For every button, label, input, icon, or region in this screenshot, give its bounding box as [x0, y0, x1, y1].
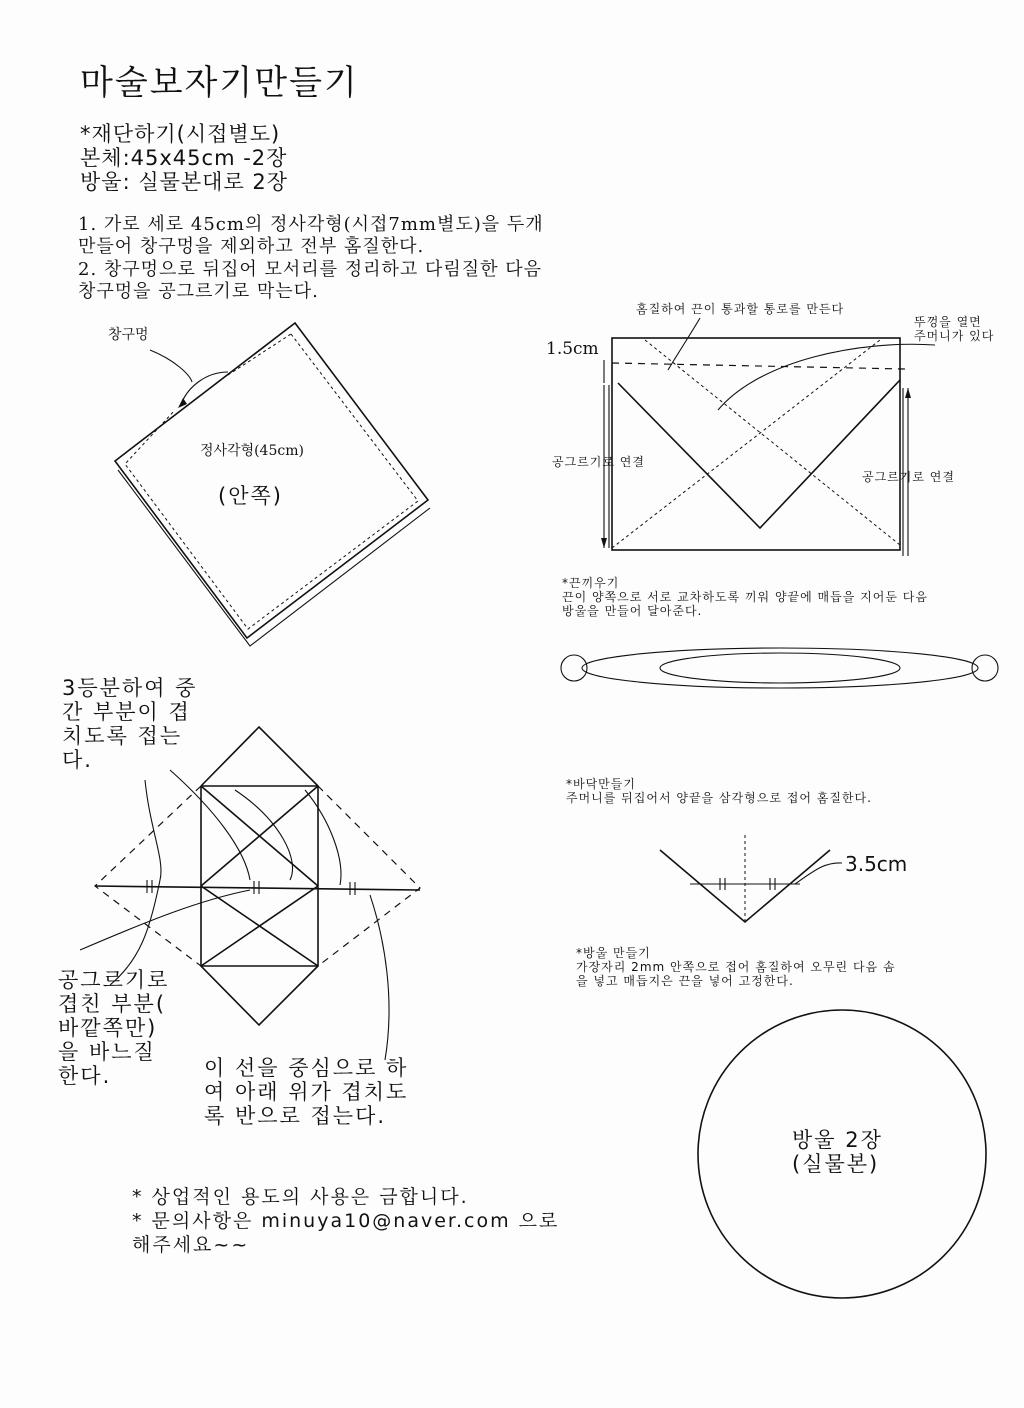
- cutting-body-line: 본체:45x45cm -2장: [80, 146, 288, 170]
- blind-stitch-line2: 겹친 부분(: [58, 992, 167, 1016]
- center-text-line3: 록 반으로 접는다.: [204, 1104, 387, 1128]
- pouch-top-note: 홈질하여 끈이 통과할 통로를 만든다: [636, 302, 845, 316]
- bottom-note-line1: 주머니를 뒤집어서 양끝을 삼각형으로 접어 홈질한다.: [566, 791, 872, 805]
- blind-stitch-line5: 한다.: [58, 1064, 112, 1088]
- string-note-line1: 끈이 양쪽으로 서로 교차하도록 끼워 양끝에 매듭을 지어둔 다음: [562, 590, 928, 604]
- string-diagram: [561, 648, 998, 688]
- pouch-left-label: 공그르기로 연결: [552, 455, 645, 469]
- string-note-line2: 방울을 만들어 달아준다.: [562, 604, 703, 618]
- fold-text-line1: 3등분하여 중: [62, 676, 198, 700]
- fold-text-line2: 간 부분이 겹: [62, 700, 191, 724]
- bell-note-line1: 가장자리 2mm 안쪽으로 접어 홈질하여 오무린 다음 솜: [576, 960, 896, 974]
- step-line-2: 만들어 창구멍을 제외하고 전부 홈질한다.: [78, 236, 425, 257]
- footer-line1: * 상업적인 용도의 사용은 금합니다.: [132, 1186, 469, 1208]
- footer-line2: * 문의사항은 minuya10@naver.com 으로: [132, 1210, 560, 1232]
- page-title: 마술보자기만들기: [80, 63, 359, 103]
- opening-pointer: [150, 350, 192, 382]
- opening-label: 창구멍: [108, 327, 149, 343]
- pouch-diagram: [601, 318, 935, 556]
- blind-stitch-line4: 을 바느질: [58, 1040, 156, 1064]
- blind-stitch-line1: 공그르기로: [58, 968, 170, 992]
- bell-note-heading: *방울 만들기: [576, 946, 651, 960]
- bell-note-line2: 을 넣고 매듭지은 끈을 넣어 고정한다.: [576, 974, 794, 988]
- center-text-line1: 이 선을 중심으로 하: [204, 1056, 409, 1080]
- cutting-heading: *재단하기(시접별도): [80, 122, 281, 146]
- step-line-3: 2. 창구멍으로 뒤집어 모서리를 정리하고 다림질한 다음: [78, 259, 543, 280]
- inside-label: (안쪽): [218, 484, 283, 508]
- circle-label-line1: 방울 2장: [792, 1128, 883, 1152]
- seam-measure-label: 1.5cm: [546, 339, 599, 359]
- fold-text-line3: 치도록 접는: [62, 724, 183, 748]
- step-line-4: 창구멍을 공그르기로 막는다.: [78, 281, 319, 302]
- bottom-note-heading: *바닥만들기: [566, 777, 636, 791]
- pouch-right-label: 공그르기로 연결: [862, 470, 955, 484]
- fold-text-line4: 다.: [62, 748, 93, 772]
- blind-stitch-line3: 바깥쪽만): [58, 1016, 158, 1040]
- cutting-strap-line: 방울: 실물본대로 2장: [80, 170, 289, 194]
- square-size-label: 정사각형(45cm): [200, 443, 304, 459]
- footer-line3: 해주세요~~: [132, 1234, 250, 1256]
- lid-note-line2: 주머니가 있다: [914, 329, 995, 343]
- lid-note-line1: 뚜껑을 열면: [914, 315, 982, 329]
- bottom-diagram: [660, 835, 842, 925]
- circle-label-line2: (실물본): [792, 1152, 880, 1176]
- string-note-heading: *끈끼우기: [562, 576, 620, 590]
- bottom-measure-label: 3.5cm: [845, 852, 908, 876]
- step-line-1: 1. 가로 세로 45cm의 정사각형(시접7mm별도)을 두개: [78, 214, 544, 235]
- center-text-line2: 여 아래 위가 겹치도: [204, 1080, 409, 1104]
